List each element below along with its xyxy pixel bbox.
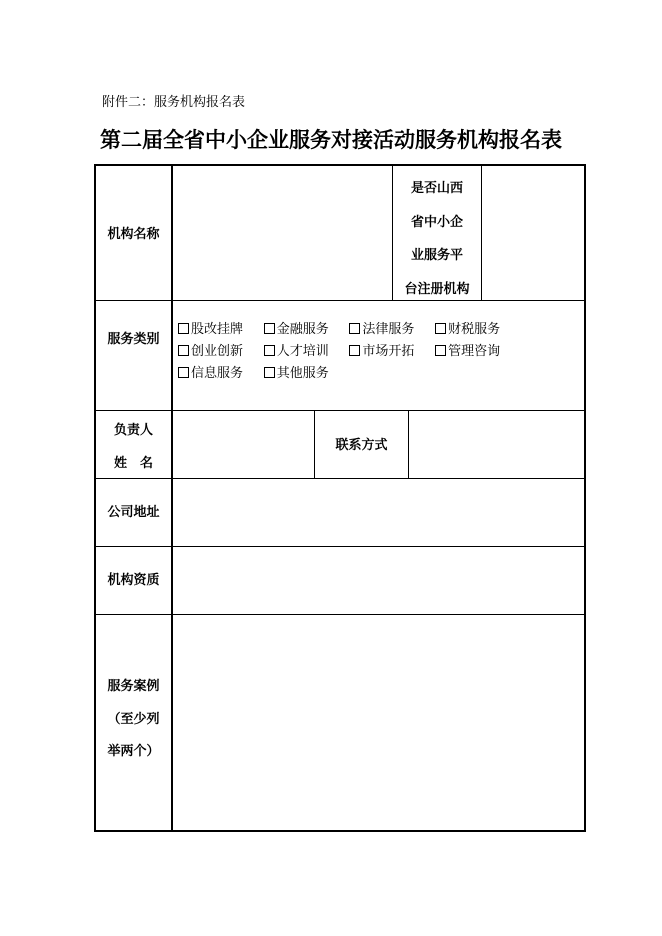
registered-label: 是否山西 省中小企 业服务平 台注册机构 xyxy=(404,181,470,297)
form-title: 第二届全省中小企业服务对接活动服务机构报名表 xyxy=(100,127,562,152)
service-option-stock[interactable]: 股改挂牌 xyxy=(178,319,243,341)
service-option-startup[interactable]: 创业创新 xyxy=(178,341,243,363)
address-label: 公司地址 xyxy=(107,505,160,520)
qualification-label: 机构资质 xyxy=(107,573,160,588)
checkbox[interactable] xyxy=(435,345,446,356)
checkbox[interactable] xyxy=(264,345,275,356)
checkbox[interactable] xyxy=(435,323,446,334)
qualification-field[interactable] xyxy=(173,547,584,614)
service-case-field[interactable] xyxy=(173,615,584,830)
checkbox[interactable] xyxy=(178,345,189,356)
org-name-field[interactable] xyxy=(173,166,392,300)
service-option-market[interactable]: 市场开拓 xyxy=(349,341,414,363)
service-option-information[interactable]: 信息服务 xyxy=(178,363,243,385)
registration-form-table xyxy=(94,164,586,832)
service-case-label: 服务案例 （至少列 举两个） xyxy=(107,679,160,759)
service-type-label: 服务类别 xyxy=(107,332,160,347)
org-name-label: 机构名称 xyxy=(107,227,160,242)
person-name-label: 负责人 姓 名 xyxy=(113,423,153,471)
service-option-training[interactable]: 人才培训 xyxy=(264,341,329,363)
registered-field[interactable] xyxy=(482,166,584,300)
person-name-field[interactable] xyxy=(173,411,314,478)
service-option-other[interactable]: 其他服务 xyxy=(264,363,329,385)
row-divider xyxy=(96,300,584,301)
checkbox[interactable] xyxy=(178,323,189,334)
checkbox[interactable] xyxy=(349,323,360,334)
contact-field[interactable] xyxy=(409,411,584,478)
service-options xyxy=(178,319,580,385)
service-option-consulting[interactable]: 管理咨询 xyxy=(435,341,500,363)
service-option-finance[interactable]: 金融服务 xyxy=(264,319,329,341)
checkbox[interactable] xyxy=(178,367,189,378)
checkbox[interactable] xyxy=(264,323,275,334)
checkbox[interactable] xyxy=(264,367,275,378)
address-field[interactable] xyxy=(173,479,584,546)
service-option-tax[interactable]: 财税服务 xyxy=(435,319,500,341)
checkbox[interactable] xyxy=(349,345,360,356)
contact-label: 联系方式 xyxy=(335,438,388,453)
service-option-legal[interactable]: 法律服务 xyxy=(349,319,414,341)
attachment-label: 附件二：服务机构报名表 xyxy=(102,95,246,110)
